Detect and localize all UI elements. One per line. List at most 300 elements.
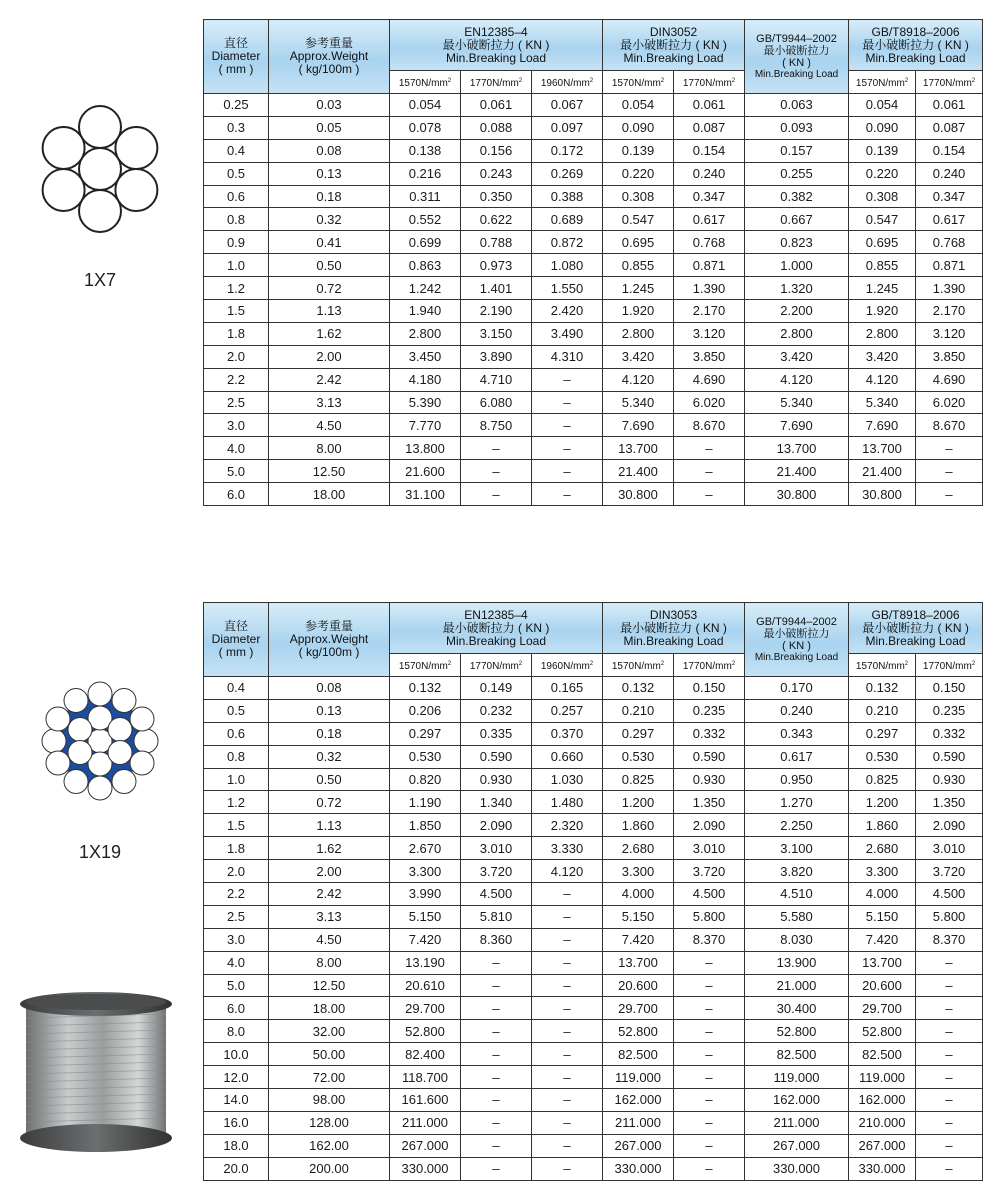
table-cell: 2.0 xyxy=(204,345,269,368)
table-cell: 3.720 xyxy=(674,860,745,883)
table-cell: 0.552 xyxy=(390,208,461,231)
table-cell: 0.335 xyxy=(461,722,532,745)
table-cell: – xyxy=(532,974,603,997)
weight-header: 参考重量 Approx.Weight ( kg/100m ) xyxy=(269,603,390,677)
table-cell: 6.020 xyxy=(674,391,745,414)
table-cell: 21.400 xyxy=(745,460,849,483)
din-header: DIN3052 最小破断拉力 ( KN ) Min.Breaking Load xyxy=(603,20,745,71)
table-cell: 267.000 xyxy=(603,1134,674,1157)
table-row xyxy=(204,837,983,860)
table-cell: – xyxy=(674,483,745,506)
table-cell: 2.170 xyxy=(916,300,983,323)
breaking-load-table-1x19 xyxy=(203,602,983,1181)
table-cell: – xyxy=(674,460,745,483)
din-header: DIN3053 最小破断拉力 ( KN ) Min.Breaking Load xyxy=(603,603,745,654)
table-cell: 1.200 xyxy=(849,791,916,814)
table-cell: – xyxy=(674,437,745,460)
table-cell: – xyxy=(461,997,532,1020)
table-cell: 1.8 xyxy=(204,837,269,860)
table-cell: 1.390 xyxy=(674,277,745,300)
table-cell: 0.03 xyxy=(269,94,390,117)
table-cell: – xyxy=(461,460,532,483)
table-cell: 0.660 xyxy=(532,745,603,768)
table-cell: 5.340 xyxy=(603,391,674,414)
table-cell: 0.154 xyxy=(916,139,983,162)
table-cell: 14.0 xyxy=(204,1089,269,1112)
table-cell: 3.420 xyxy=(603,345,674,368)
grade-1570: $1570N/mm^2$ xyxy=(390,71,461,94)
table-cell: 2.250 xyxy=(745,814,849,837)
table-cell: 1.190 xyxy=(390,791,461,814)
table-cell: 0.768 xyxy=(916,231,983,254)
table-row xyxy=(204,1066,983,1089)
table-cell: – xyxy=(532,1089,603,1112)
table-cell: 2.680 xyxy=(603,837,674,860)
table-cell: 0.087 xyxy=(916,116,983,139)
table-cell: 119.000 xyxy=(849,1066,916,1089)
table-cell: 1.860 xyxy=(603,814,674,837)
table-cell: 1.080 xyxy=(532,254,603,277)
table-row xyxy=(204,699,983,722)
table-cell: 7.420 xyxy=(849,928,916,951)
weight-header: 参考重量 Approx.Weight ( kg/100m ) xyxy=(269,20,390,94)
table-cell: 0.370 xyxy=(532,722,603,745)
table-cell: 0.139 xyxy=(603,139,674,162)
table-cell: 3.850 xyxy=(674,345,745,368)
table-cell: 1.2 xyxy=(204,791,269,814)
table-cell: 4.000 xyxy=(849,883,916,906)
table-cell: 8.370 xyxy=(674,928,745,951)
table-cell: 0.343 xyxy=(745,722,849,745)
table-cell: 3.720 xyxy=(916,860,983,883)
table-cell: 3.330 xyxy=(532,837,603,860)
table-row xyxy=(204,1111,983,1134)
table-cell: 0.5 xyxy=(204,699,269,722)
table-cell: 29.700 xyxy=(849,997,916,1020)
table-cell: 0.297 xyxy=(849,722,916,745)
table-cell: 1.860 xyxy=(849,814,916,837)
table-cell: 0.622 xyxy=(461,208,532,231)
table-cell: 3.010 xyxy=(461,837,532,860)
table-cell: 1.350 xyxy=(916,791,983,814)
table-cell: 3.450 xyxy=(390,345,461,368)
table-cell: 330.000 xyxy=(745,1157,849,1180)
table-cell: – xyxy=(461,1157,532,1180)
table-cell: 0.054 xyxy=(849,94,916,117)
table-cell: 4.120 xyxy=(603,368,674,391)
table-cell: 21.400 xyxy=(603,460,674,483)
table-cell: – xyxy=(532,414,603,437)
table-row xyxy=(204,768,983,791)
table-cell: 1.920 xyxy=(849,300,916,323)
table-cell: 0.50 xyxy=(269,254,390,277)
table-row xyxy=(204,208,983,231)
table-cell: 0.210 xyxy=(603,699,674,722)
grade-1570: $1570N/mm^2$ xyxy=(849,654,916,677)
table-cell: 2.800 xyxy=(745,322,849,345)
table-cell: 0.590 xyxy=(916,745,983,768)
table-cell: 0.547 xyxy=(849,208,916,231)
table-cell: – xyxy=(461,1111,532,1134)
table-cell: 0.950 xyxy=(745,768,849,791)
table-cell: – xyxy=(461,951,532,974)
table-cell: 267.000 xyxy=(849,1134,916,1157)
table-row xyxy=(204,300,983,323)
table-cell: 4.500 xyxy=(461,883,532,906)
table-cell: 0.08 xyxy=(269,139,390,162)
table-cell: 1.920 xyxy=(603,300,674,323)
table-cell: 0.132 xyxy=(849,677,916,700)
table-cell: 0.220 xyxy=(603,162,674,185)
table-cell: 2.2 xyxy=(204,368,269,391)
table-cell: 0.382 xyxy=(745,185,849,208)
table-cell: 0.090 xyxy=(849,116,916,139)
table-cell: 0.054 xyxy=(603,94,674,117)
table-cell: 0.308 xyxy=(603,185,674,208)
table-cell: 30.800 xyxy=(603,483,674,506)
table-cell: 0.547 xyxy=(603,208,674,231)
table-cell: 82.500 xyxy=(849,1043,916,1066)
table-cell: 0.699 xyxy=(390,231,461,254)
table-cell: 3.420 xyxy=(745,345,849,368)
table-cell: 1.940 xyxy=(390,300,461,323)
gb9944-header: GB/T9944–2002 最小破断拉力 ( KN ) Min.Breaking Load xyxy=(745,603,849,677)
table-cell: 20.0 xyxy=(204,1157,269,1180)
table-cell: 2.170 xyxy=(674,300,745,323)
table-cell: 0.32 xyxy=(269,208,390,231)
table-cell: 0.25 xyxy=(204,94,269,117)
table-cell: 0.695 xyxy=(849,231,916,254)
table-cell: 0.087 xyxy=(674,116,745,139)
table-row xyxy=(204,368,983,391)
table-cell: 162.000 xyxy=(745,1089,849,1112)
table-cell: 0.825 xyxy=(603,768,674,791)
table-cell: – xyxy=(916,997,983,1020)
table-cell: – xyxy=(674,1020,745,1043)
table-cell: 0.220 xyxy=(849,162,916,185)
table-cell: 0.930 xyxy=(461,768,532,791)
table-cell: 13.900 xyxy=(745,951,849,974)
table-cell: 7.690 xyxy=(603,414,674,437)
table-cell: 0.590 xyxy=(461,745,532,768)
table-cell: 3.890 xyxy=(461,345,532,368)
table-row xyxy=(204,254,983,277)
table-cell: 0.13 xyxy=(269,699,390,722)
table-cell: 13.700 xyxy=(849,951,916,974)
table-row xyxy=(204,162,983,185)
table-cell: 0.872 xyxy=(532,231,603,254)
table-cell: 4.50 xyxy=(269,414,390,437)
table-cell: 0.154 xyxy=(674,139,745,162)
table-cell: 0.8 xyxy=(204,208,269,231)
table-cell: 8.030 xyxy=(745,928,849,951)
table-cell: 13.700 xyxy=(745,437,849,460)
table-cell: 161.600 xyxy=(390,1089,461,1112)
table-cell: 8.670 xyxy=(674,414,745,437)
table-cell: 4.690 xyxy=(916,368,983,391)
table-cell: 6.0 xyxy=(204,483,269,506)
table-cell: 3.490 xyxy=(532,322,603,345)
table-cell: 2.5 xyxy=(204,905,269,928)
table-cell: 2.190 xyxy=(461,300,532,323)
table-cell: 20.600 xyxy=(849,974,916,997)
table-cell: 6.080 xyxy=(461,391,532,414)
table-cell: 5.0 xyxy=(204,460,269,483)
table-row xyxy=(204,277,983,300)
table-cell: 0.235 xyxy=(916,699,983,722)
table-cell: – xyxy=(532,1020,603,1043)
table-cell: 5.800 xyxy=(674,905,745,928)
table-cell: 0.297 xyxy=(603,722,674,745)
table-cell: 3.100 xyxy=(745,837,849,860)
table-cell: 13.700 xyxy=(603,437,674,460)
table-cell: 0.347 xyxy=(916,185,983,208)
table-cell: 29.700 xyxy=(603,997,674,1020)
table-cell: 0.590 xyxy=(674,745,745,768)
table-row xyxy=(204,745,983,768)
table-cell: 20.610 xyxy=(390,974,461,997)
table-cell: 1.270 xyxy=(745,791,849,814)
table-cell: 4.500 xyxy=(916,883,983,906)
table-cell: 0.078 xyxy=(390,116,461,139)
table-cell: 0.50 xyxy=(269,768,390,791)
table-cell: 0.05 xyxy=(269,116,390,139)
table-cell: 1.62 xyxy=(269,837,390,860)
grade-1960: $1960N/mm^2$ xyxy=(532,654,603,677)
table-cell: 1.320 xyxy=(745,277,849,300)
table-cell: 0.172 xyxy=(532,139,603,162)
table-cell: 0.820 xyxy=(390,768,461,791)
table-cell: 82.400 xyxy=(390,1043,461,1066)
table-cell: – xyxy=(461,1043,532,1066)
table-cell: 0.210 xyxy=(849,699,916,722)
table-cell: – xyxy=(674,1043,745,1066)
table-cell: 0.088 xyxy=(461,116,532,139)
table-cell: – xyxy=(532,997,603,1020)
table-cell: 12.50 xyxy=(269,460,390,483)
table-cell: 0.149 xyxy=(461,677,532,700)
table-cell: 32.00 xyxy=(269,1020,390,1043)
table-cell: 3.850 xyxy=(916,345,983,368)
table-cell: – xyxy=(674,997,745,1020)
grade-1570: $1570N/mm^2$ xyxy=(390,654,461,677)
table-cell: 0.132 xyxy=(390,677,461,700)
table-row xyxy=(204,1043,983,1066)
table-cell: – xyxy=(532,460,603,483)
table-cell: 2.800 xyxy=(849,322,916,345)
table-cell: 3.990 xyxy=(390,883,461,906)
table-cell: 1.850 xyxy=(390,814,461,837)
table-cell: 4.120 xyxy=(745,368,849,391)
table-row xyxy=(204,860,983,883)
table-cell: 82.500 xyxy=(745,1043,849,1066)
table-cell: 3.010 xyxy=(674,837,745,860)
table-cell: 0.13 xyxy=(269,162,390,185)
table-cell: 5.150 xyxy=(849,905,916,928)
table-cell: 0.332 xyxy=(674,722,745,745)
en12385-header: EN12385–4 最小破断拉力 ( KN ) Min.Breaking Load xyxy=(390,20,603,71)
table-cell: – xyxy=(461,974,532,997)
table-cell: 0.4 xyxy=(204,677,269,700)
table-cell: 118.700 xyxy=(390,1066,461,1089)
table-cell: 2.42 xyxy=(269,883,390,906)
strand-1x7-icon xyxy=(38,100,162,235)
table-cell: 2.090 xyxy=(916,814,983,837)
table-cell: 8.750 xyxy=(461,414,532,437)
table-cell: 0.9 xyxy=(204,231,269,254)
table-cell: 0.530 xyxy=(849,745,916,768)
table-cell: 4.180 xyxy=(390,368,461,391)
table-row xyxy=(204,1089,983,1112)
grade-1770: $1770N/mm^2$ xyxy=(674,654,745,677)
table-cell: 0.139 xyxy=(849,139,916,162)
table-cell: 12.0 xyxy=(204,1066,269,1089)
strand-1x19-label: 1X19 xyxy=(78,842,122,862)
table-cell: 1.0 xyxy=(204,768,269,791)
table-cell: – xyxy=(461,1066,532,1089)
table-cell: 1.0 xyxy=(204,254,269,277)
table-cell: 18.0 xyxy=(204,1134,269,1157)
table-cell: 4.0 xyxy=(204,951,269,974)
table-cell: 0.138 xyxy=(390,139,461,162)
table-cell: 119.000 xyxy=(603,1066,674,1089)
table-cell: 0.18 xyxy=(269,722,390,745)
table-cell: – xyxy=(916,1157,983,1180)
table-cell: – xyxy=(674,951,745,974)
table-body-1x19 xyxy=(204,677,983,1181)
table-cell: 3.120 xyxy=(674,322,745,345)
table-cell: 8.00 xyxy=(269,951,390,974)
table-cell: – xyxy=(916,1089,983,1112)
table-cell: 8.360 xyxy=(461,928,532,951)
table-cell: – xyxy=(532,1043,603,1066)
table-cell: – xyxy=(532,368,603,391)
table-cell: – xyxy=(916,1134,983,1157)
table-cell: 52.800 xyxy=(745,1020,849,1043)
table-cell: 0.255 xyxy=(745,162,849,185)
table-cell: 0.768 xyxy=(674,231,745,254)
grade-1770: $1770N/mm^2$ xyxy=(916,71,983,94)
table-cell: 4.690 xyxy=(674,368,745,391)
table-cell: 13.190 xyxy=(390,951,461,974)
table-cell: 0.617 xyxy=(916,208,983,231)
table-cell: 3.0 xyxy=(204,928,269,951)
table-cell: – xyxy=(674,1089,745,1112)
table-cell: 0.269 xyxy=(532,162,603,185)
table-row xyxy=(204,974,983,997)
table-cell: 3.820 xyxy=(745,860,849,883)
table-cell: 52.800 xyxy=(603,1020,674,1043)
table-cell: 5.150 xyxy=(390,905,461,928)
table-cell: 0.4 xyxy=(204,139,269,162)
table-cell: 0.930 xyxy=(674,768,745,791)
table-cell: 0.061 xyxy=(461,94,532,117)
diameter-header: 直径 Diameter ( mm ) xyxy=(204,603,269,677)
table-cell: 3.720 xyxy=(461,860,532,883)
table-cell: 1.5 xyxy=(204,814,269,837)
table-cell: 211.000 xyxy=(390,1111,461,1134)
table-cell: 330.000 xyxy=(849,1157,916,1180)
table-cell: 0.667 xyxy=(745,208,849,231)
table-cell: 31.100 xyxy=(390,483,461,506)
table-cell: 52.800 xyxy=(390,1020,461,1043)
table-cell: 211.000 xyxy=(745,1111,849,1134)
table-cell: – xyxy=(532,1111,603,1134)
table-cell: 1.200 xyxy=(603,791,674,814)
table-cell: 8.370 xyxy=(916,928,983,951)
grade-1570: $1570N/mm^2$ xyxy=(603,71,674,94)
table-cell: 7.420 xyxy=(390,928,461,951)
table-cell: 13.700 xyxy=(849,437,916,460)
table-cell: 0.695 xyxy=(603,231,674,254)
table-cell: 2.090 xyxy=(674,814,745,837)
table-cell: 0.3 xyxy=(204,116,269,139)
table-cell: 0.689 xyxy=(532,208,603,231)
table-cell: 1.000 xyxy=(745,254,849,277)
table-cell: 3.120 xyxy=(916,322,983,345)
table-cell: 5.0 xyxy=(204,974,269,997)
table-row xyxy=(204,951,983,974)
table-cell: 0.825 xyxy=(849,768,916,791)
table-cell: – xyxy=(916,974,983,997)
table-row xyxy=(204,814,983,837)
strand-1x19-icon xyxy=(38,680,162,810)
strand-1x7-label: 1X7 xyxy=(83,270,117,290)
gb8918-header: GB/T8918–2006 最小破断拉力 ( KN ) Min.Breaking Load xyxy=(849,20,983,71)
gb9944-header: GB/T9944–2002 最小破断拉力 ( KN ) Min.Breaking Load xyxy=(745,20,849,94)
table-cell: 3.300 xyxy=(390,860,461,883)
grade-1570: $1570N/mm^2$ xyxy=(849,71,916,94)
table-cell: 1.401 xyxy=(461,277,532,300)
table-cell: 0.871 xyxy=(674,254,745,277)
table-cell: 5.340 xyxy=(745,391,849,414)
table-cell: 1.2 xyxy=(204,277,269,300)
table-cell: 1.245 xyxy=(603,277,674,300)
table-cell: 0.18 xyxy=(269,185,390,208)
table-cell: 0.311 xyxy=(390,185,461,208)
table-cell: 3.13 xyxy=(269,391,390,414)
table-cell: 2.00 xyxy=(269,345,390,368)
table-cell: 0.930 xyxy=(916,768,983,791)
table-row xyxy=(204,116,983,139)
table-cell: 0.350 xyxy=(461,185,532,208)
breaking-load-table-1x7 xyxy=(203,19,983,506)
table-cell: 0.150 xyxy=(674,677,745,700)
table-cell: 0.232 xyxy=(461,699,532,722)
wire-rope-reel-image xyxy=(18,988,174,1154)
table-cell: – xyxy=(916,1066,983,1089)
gb8918-header: GB/T8918–2006 最小破断拉力 ( KN ) Min.Breaking Load xyxy=(849,603,983,654)
table-cell: 21.600 xyxy=(390,460,461,483)
table-cell: 4.710 xyxy=(461,368,532,391)
table-cell: 0.332 xyxy=(916,722,983,745)
table-cell: 2.00 xyxy=(269,860,390,883)
table-row xyxy=(204,1157,983,1180)
table-row xyxy=(204,791,983,814)
table-cell: 162.000 xyxy=(603,1089,674,1112)
table-cell: 7.690 xyxy=(745,414,849,437)
table-body-1x7 xyxy=(204,94,983,506)
table-cell: 18.00 xyxy=(269,997,390,1020)
table-cell: 5.800 xyxy=(916,905,983,928)
table-cell: 18.00 xyxy=(269,483,390,506)
table-cell: 7.770 xyxy=(390,414,461,437)
table-cell: – xyxy=(461,1089,532,1112)
table-cell: 0.871 xyxy=(916,254,983,277)
diameter-header: 直径 Diameter ( mm ) xyxy=(204,20,269,94)
table-cell: 1.13 xyxy=(269,300,390,323)
table-cell: 0.063 xyxy=(745,94,849,117)
